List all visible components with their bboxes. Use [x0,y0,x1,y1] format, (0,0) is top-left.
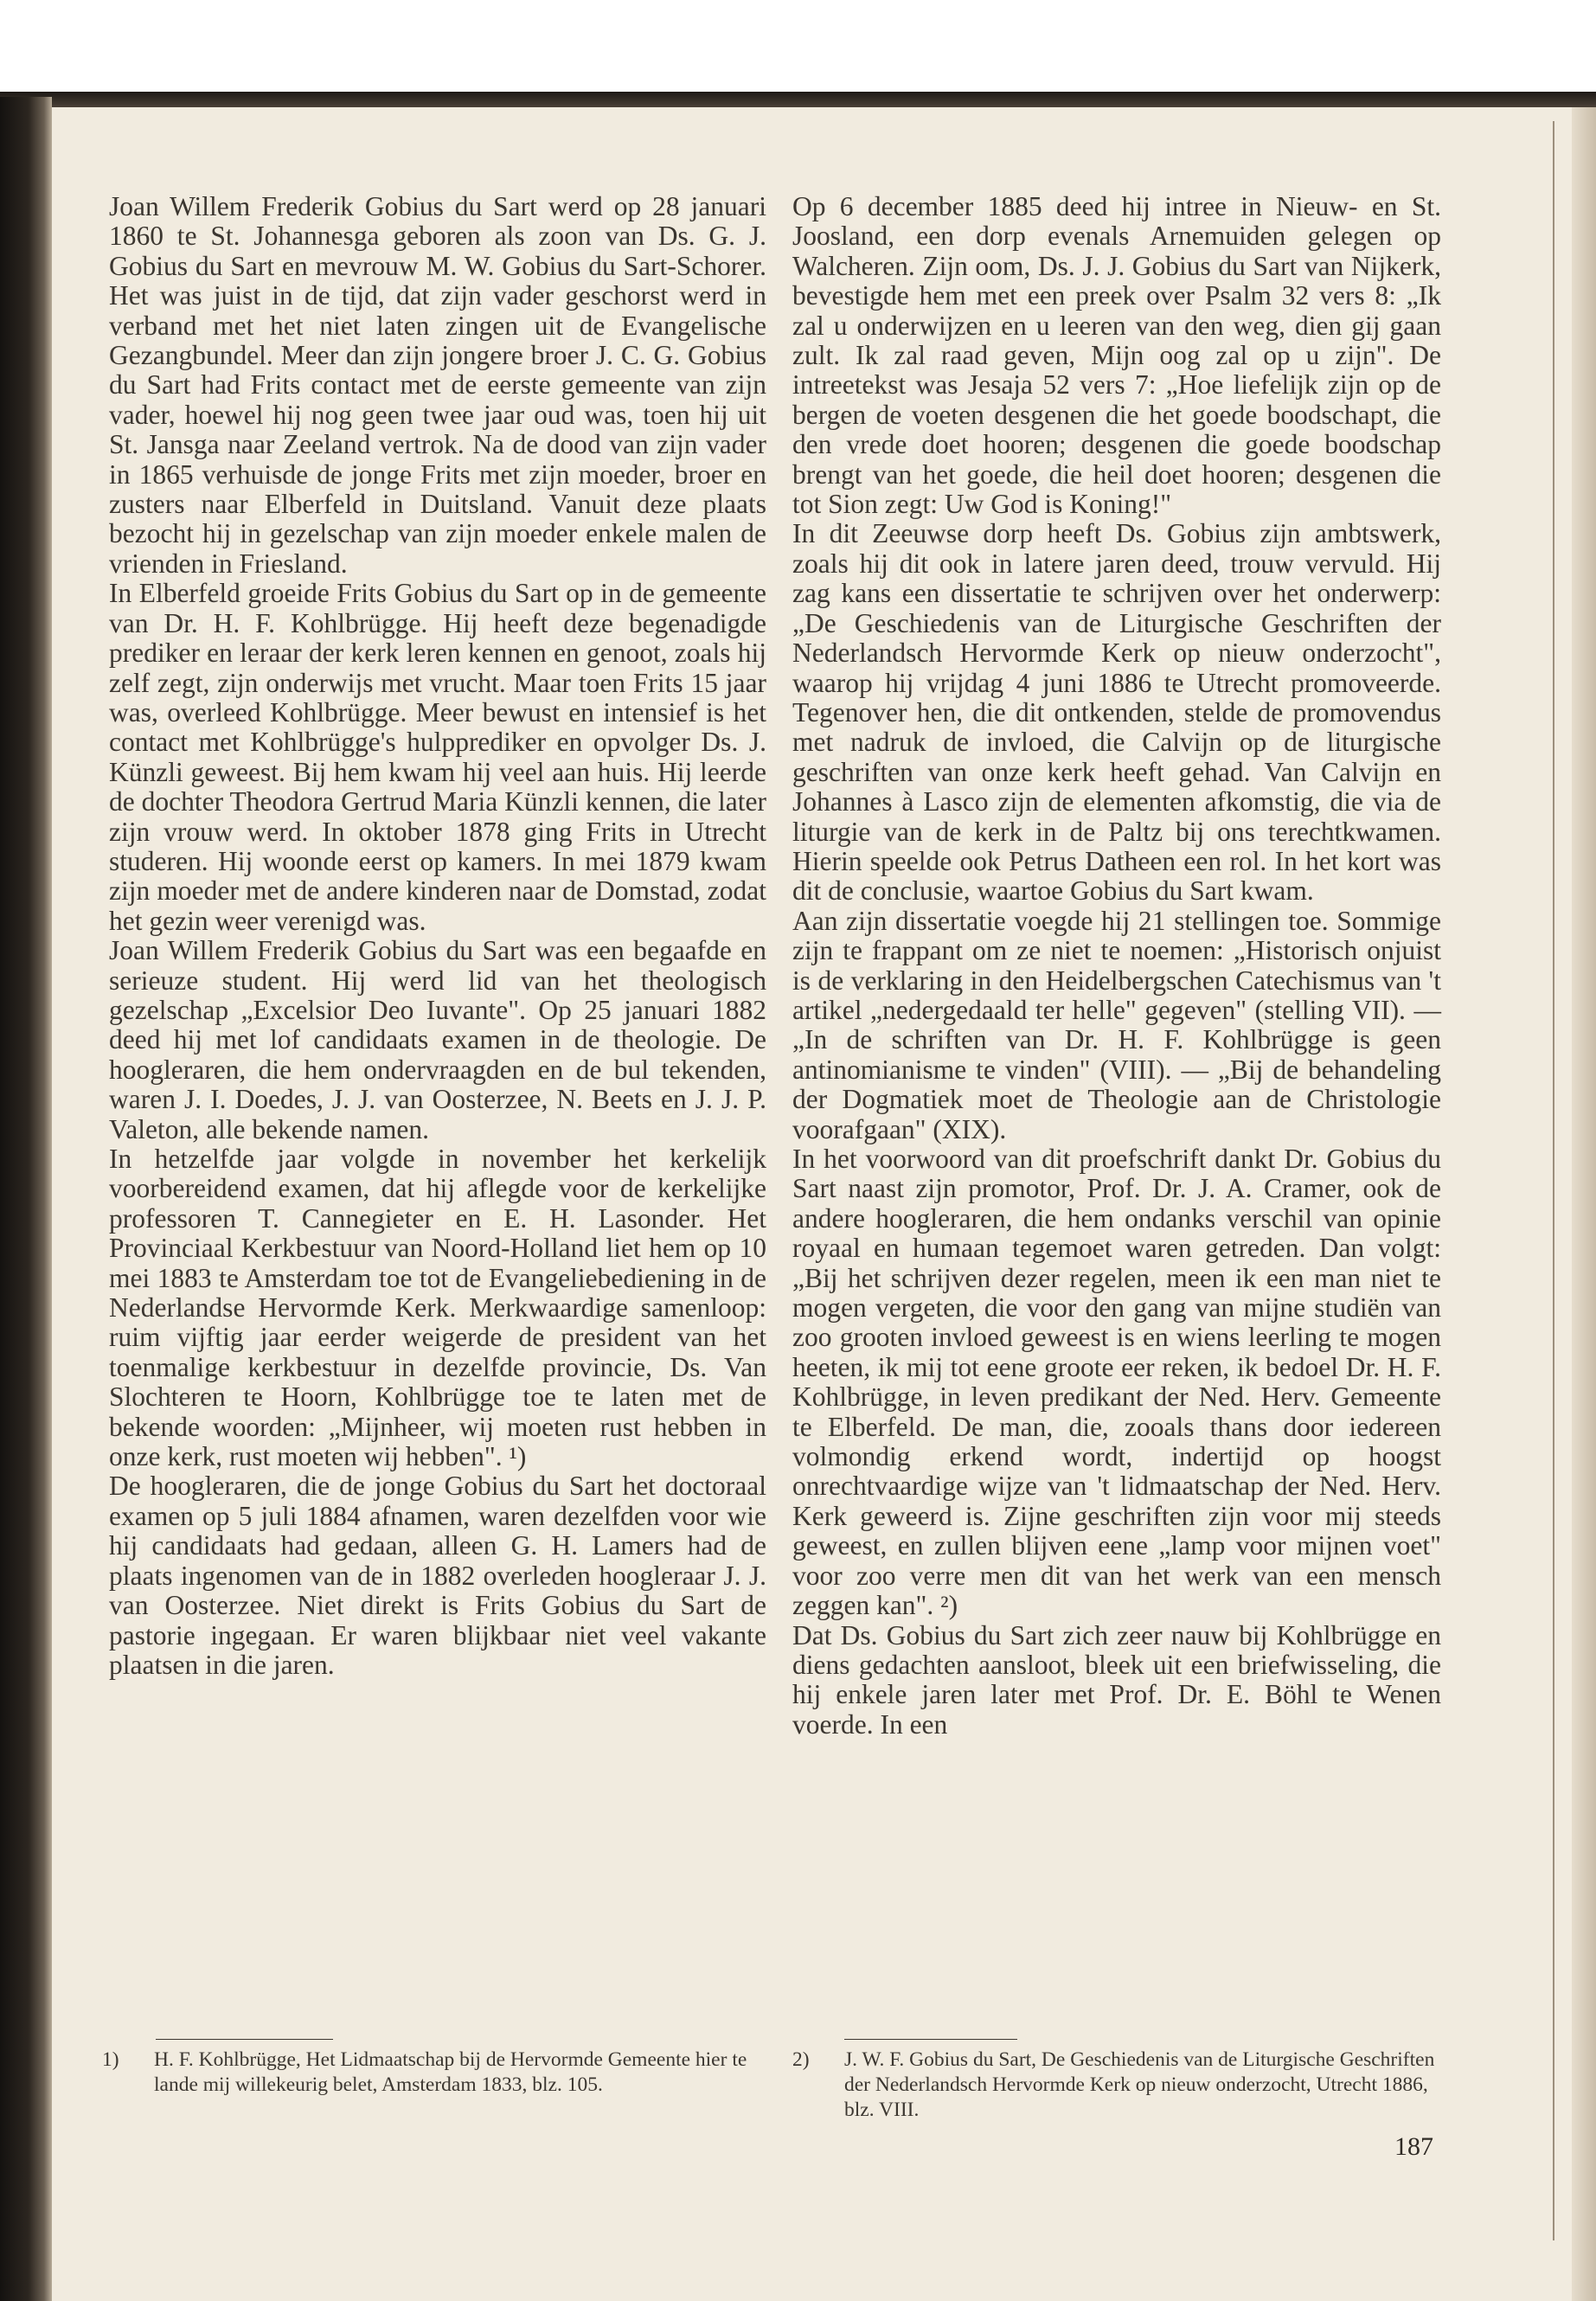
page-number: 187 [1394,2132,1433,2161]
footnote-text: J. W. F. Gobius du Sart, De Geschiedenis van de Liturgische Geschriften der Nederlandsch Hervormde Kerk op nieuw onderzocht, Utrecht 1886, blz. VIII. [844,2048,1435,2121]
footnote-rule-right [844,2039,1017,2040]
paragraph: In het voorwoord van dit proefschrift dankt Dr. Gobius du Sart naast zijn promotor, Prof. Dr. J. A. Cramer, ook de andere hoogleraren, die hem ondanks verschil van opinie royaal en humaan tegemoet waren getreden. Dan volgt: „Bij het schrijven dezer regelen, meen ik een man niet te mogen vergeten, die voor den gang van mijne studiën van zoo grooten invloed geweest is en wiens leerling te mogen heeten, ik mij tot eene groote eer reken, ik bedoel Dr. H. F. Kohlbrügge, in leven predikant der Ned. Herv. Gemeente te Elberfeld. De man, die, zooals thans door iedereen volmondig erkend wordt, indertijd op hoogst onrechtvaardige wijze van 't lidmaatschap der Ned. Herv. Kerk geweerd is. Zijne geschriften zijn voor mij steeds geweest, en zullen blijven eene „lamp voor mijnen voet" voor zoo verre men dit van het werk van een mensch zeggen kan". ²) [792,1144,1441,1621]
footnote-text: H. F. Kohlbrügge, Het Lidmaatschap bij de Hervormde Gemeente hier te lande mij willekeurig belet, Amsterdam 1833, blz. 105. [154,2048,747,2096]
paragraph: Joan Willem Frederik Gobius du Sart was een begaafde en serieuze student. Hij werd lid van het theologisch gezelschap „Excelsior Deo Iuvante". Op 25 januari 1882 deed hij met lof candidaats examen in de theologie. De hoogleraren, die hem ondervraagden en de bul tekenden, waren J. I. Doedes, J. J. van Oosterzee, N. Beets en J. J. P. Valeton, alle bekende namen. [109,935,766,1144]
footnote-number: 1) [102,2048,119,2071]
paragraph: Aan zijn dissertatie voegde hij 21 stellingen toe. Sommige zijn te frappant om ze niet te noemen: „Historisch onjuist is de verklaring in den Heidelbergschen Catechismus van 't artikel „nedergedaald ter helle" gegeven" (stelling VII). — „In de schriften van Dr. H. F. Kohlbrügge is geen antinomianisme te vinden" (VIII). — „Bij de behandeling der Dogmatiek moet de Theologie aan de Christologie voorafgaan" (XIX). [792,905,1441,1144]
footnote-2 [792,2048,1441,2123]
paragraph: Dat Ds. Gobius du Sart zich zeer nauw bij Kohlbrügge en diens gedachten aansloot, bleek uit een briefwisseling, die hij enkele jaren later met Prof. Dr. E. Böhl te Wenen voerde. In een [792,1619,1441,1740]
left-text-column [109,192,766,1680]
paragraph: In dit Zeeuwse dorp heeft Ds. Gobius zijn ambtswerk, zoals hij dit ook in latere jaren deed, trouw vervuld. Hij zag kans een dissertatie te schrijven over het onderwerp: „De Geschiedenis van de Liturgische Geschriften der Nederlandsch Hervormde Kerk op nieuw onderzocht", waarop hij vrijdag 4 juni 1886 te Utrecht promoveerde. Tegenover hen, die dit ontkenden, stelde de promovendus met nadruk de invloed, die Calvijn op de liturgische geschriften van onze kerk heeft gehad. Van Calvijn en Johannes à Lasco zijn de elementen afkomstig, die via de liturgie van de kerk in de Paltz bij ons terechtkwamen. Hierin speelde ook Petrus Datheen een rol. In het kort was dit de conclusie, waartoe Gobius du Sart kwam. [792,518,1441,907]
footnote-1 [102,2048,760,2098]
paragraph: In hetzelfde jaar volgde in november het kerkelijk voorbereidend examen, dat hij aflegde voor de kerkelijke professoren T. Cannegieter en E. H. Lasonder. Het Provinciaal Kerkbestuur van Noord-Holland liet hem op 10 mei 1883 te Amsterdam toe tot de Evangeliebediening in de Nederlandse Hervormde Kerk. Merkwaardige samenloop: ruim vijftig jaar eerder weigerde de president van het toenmalige kerkbestuur in dezelfde provincie, Ds. Van Slochteren te Hoorn, Kohlbrügge toe te laten met de bekende woorden: „Mijnheer, wij moeten rust hebben in onze kerk, rust moeten wij hebben". ¹) [109,1144,766,1472]
page-top-shadow [0,92,1596,107]
right-text-column [792,192,1441,1740]
scan-background-top [0,0,1596,106]
page-margin-line [1553,121,1554,2240]
page-right-edge [1572,102,1596,2301]
paragraph: In Elberfeld groeide Frits Gobius du Sart op in de gemeente van Dr. H. F. Kohlbrügge. Hij heeft deze begenadigde prediker en leraar der kerk leren kennen en genoot, zoals hij zelf zegt, zijn onderwijs met vrucht. Maar toen Frits 15 jaar was, overleed Kohlbrügge. Meer bewust en intensief is het contact met Kohlbrügge's hulpprediker en opvolger Ds. J. Künzli geweest. Bij hem kwam hij veel aan huis. Hij leerde de dochter Theodora Gertrud Maria Künzli kennen, die later zijn vrouw werd. In oktober 1878 ging Frits in Utrecht studeren. Hij woonde eerst op kamers. In mei 1879 kwam zijn moeder met de andere kinderen naar de Domstad, zodat het gezin weer verenigd was. [109,578,766,936]
paragraph: Op 6 december 1885 deed hij intree in Nieuw- en St. Joosland, een dorp evenals Arnemuiden gelegen op Walcheren. Zijn oom, Ds. J. J. Gobius du Sart van Nijkerk, bevestigde hem met een preek over Psalm 32 vers 8: „Ik zal u onderwijzen en u leeren van den weg, dien gij gaan zult. Ik zal raad geven, Mijn oog zal op u zijn". De intreetekst was Jesaja 52 vers 7: „Hoe liefelijk zijn op de bergen de voeten desgenen die het goede boodschapt, die den vrede doet hooren; desgenen die goede boodschap brengt van het goede, die heil doet hooren; desgenen die tot Sion zegt: Uw God is Koning!" [792,191,1441,520]
paragraph: Joan Willem Frederik Gobius du Sart werd op 28 januari 1860 te St. Johannesga geboren als zoon van Ds. G. J. Gobius du Sart en mevrouw M. W. Gobius du Sart-Schorer. Het was juist in de tijd, dat zijn vader geschorst werd in verband met het niet laten zingen uit de Evangelische Gezangbundel. Meer dan zijn jongere broer J. C. G. Gobius du Sart had Frits contact met de eerste gemeente van zijn vader, hoewel hij nog geen twee jaar oud was, toen hij uit St. Jansga naar Zeeland vertrok. Na de dood van zijn vader in 1865 verhuisde de jonge Frits met zijn moeder, broer en zusters naar Elberfeld in Duitsland. Vanuit deze plaats bezocht hij in gezelschap van zijn moeder enkele malen de vrienden in Friesland. [109,191,766,579]
book-spine-shadow [0,97,52,2301]
footnote-number: 2) [792,2048,810,2071]
paragraph: De hoogleraren, die de jonge Gobius du Sart het doctoraal examen op 5 juli 1884 afnamen, waren dezelfden voor wie hij candidaats had gedaan, alleen G. H. Lamers had de plaats ingenomen van de in 1882 overleden hoogleraar J. J. van Oosterzee. Niet direkt is Frits Gobius du Sart de pastorie ingegaan. Er waren blijkbaar niet veel vakante plaatsen in die jaren. [109,1471,766,1680]
footnote-rule-left [156,2039,333,2040]
